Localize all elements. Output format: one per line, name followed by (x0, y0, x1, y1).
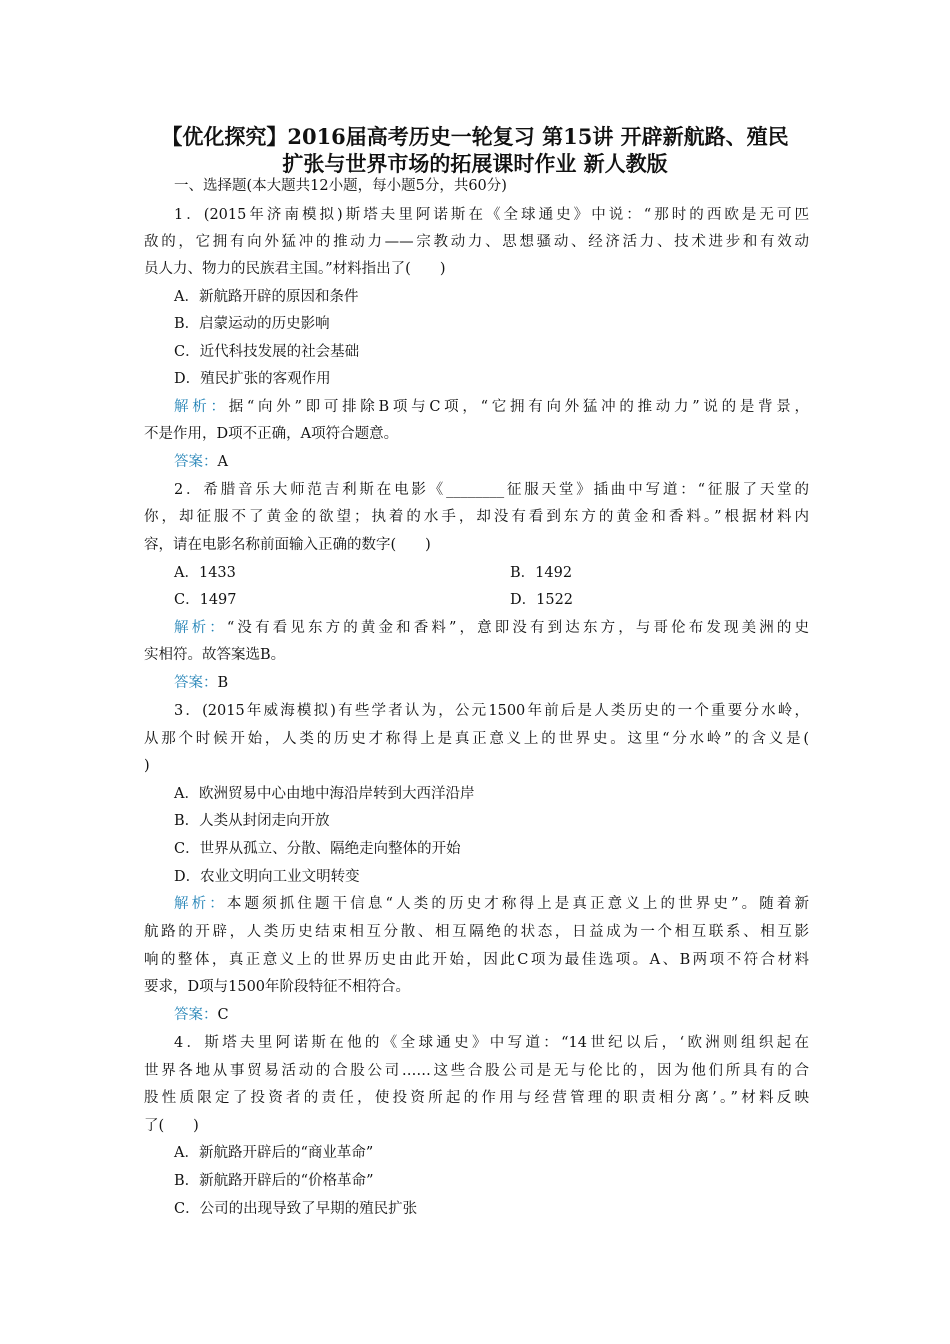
q4-option-a: A．新航路开辟后的“商业革命” (174, 1145, 374, 1161)
q4-stem-line: 股性质限定了投资者的责任，使投资所起的作用与经营管理的职责相分离’。”材料反映 (144, 1090, 809, 1106)
answer-label: 答案： (174, 1007, 218, 1023)
q1-stem-line: 1．(2015年济南模拟)斯塔夫里阿诺斯在《全球通史》中说：“那时的西欧是无可匹 (174, 207, 809, 223)
q2-option-b: B．1492 (510, 565, 573, 581)
q1-stem-line: 员人力、物力的民族君主国。”材料指出了( ) (144, 261, 446, 277)
q1-option-c: C．近代科技发展的社会基础 (174, 344, 360, 360)
q1-option-d: D．殖民扩张的客观作用 (174, 371, 331, 387)
section-heading: 一、选择题(本大题共12小题，每小题5分，共60分) (174, 178, 507, 194)
document-title-line-1: 【优化探究】2016届高考历史一轮复习 第15讲 开辟新航路、殖民 (161, 124, 789, 149)
analysis-text: 本题须抓住题干信息“人类的历史才称得上是真正意义上的世界史”。随着新 (226, 896, 809, 912)
q3-option-b: B．人类从封闭走向开放 (174, 813, 330, 829)
answer-value: C (217, 1007, 229, 1023)
answer-label: 答案： (174, 454, 218, 470)
q2-option-a: A．1433 (174, 565, 236, 581)
q2-option-c: C．1497 (174, 592, 237, 608)
q4-stem-line: 了( ) (144, 1118, 199, 1134)
analysis-label: 解析： (174, 620, 227, 636)
q2-stem-line: 2．希腊音乐大师范吉利斯在电影《________征服天堂》插曲中写道：“征服了天堂的 (174, 482, 809, 498)
q3-analysis-line: 航路的开辟，人类历史结束相互分散、相互隔绝的状态，日益成为一个相互联系、相互影 (144, 924, 809, 940)
q1-analysis-line: 不是作用，D项不正确，A项符合题意。 (144, 426, 399, 442)
q2-stem-line: 你，却征服不了黄金的欲望；执着的水手，却没有看到东方的黄金和香料。”根据材料内 (144, 509, 809, 525)
q2-analysis-line: 实相符。故答案选B。 (144, 647, 286, 663)
q3-analysis-line (174, 894, 809, 914)
answer-label: 答案： (174, 675, 218, 691)
q4-stem-line: 世界各地从事贸易活动的合股公司……这些合股公司是无与伦比的，因为他们所具有的合 (144, 1063, 809, 1079)
q3-stem-line: ) (144, 758, 150, 774)
answer-value: B (217, 675, 229, 691)
answer-value: A (217, 454, 228, 470)
analysis-text: 据“向外”即可排除B项与C项，“它拥有向外猛冲的推动力”说的是背景， (228, 399, 810, 415)
q1-analysis-line (174, 397, 809, 417)
q4-option-c: C．公司的出现导致了早期的殖民扩张 (174, 1201, 418, 1217)
q2-answer-line (174, 673, 809, 693)
q3-stem-line: 从那个时候开始，人类的历史才称得上是真正意义上的世界史。这里“分水岭”的含义是( (144, 731, 809, 747)
document-title-line-2: 扩张与世界市场的拓展课时作业 新人教版 (282, 151, 668, 176)
analysis-text: “没有看见东方的黄金和香料”，意即没有到达东方，与哥伦布发现美洲的史 (226, 620, 809, 636)
q1-stem-line: 敌的，它拥有向外猛冲的推动力——宗教动力、思想骚动、经济活力、技术进步和有效动 (144, 234, 809, 250)
q3-stem-line: 3．(2015年威海模拟)有些学者认为，公元1500年前后是人类历史的一个重要分水岭， (174, 703, 809, 719)
q2-options-row (174, 590, 809, 610)
q3-analysis-line: 要求，D项与1500年阶段特征不相符合。 (144, 979, 411, 995)
q3-answer-line (174, 1005, 809, 1025)
q1-answer-line (174, 452, 809, 472)
q3-option-a: A．欧洲贸易中心由地中海沿岸转到大西洋沿岸 (174, 786, 475, 802)
q2-option-d: D．1522 (510, 592, 574, 608)
analysis-label: 解析： (174, 399, 229, 415)
analysis-label: 解析： (174, 896, 227, 912)
q4-stem-line: 4．斯塔夫里阿诺斯在他的《全球通史》中写道：“14世纪以后，‘欧洲则组织起在 (174, 1035, 809, 1051)
q3-analysis-line: 响的整体，真正意义上的世界历史由此开始，因此C项为最佳选项。A、B两项不符合材料 (144, 952, 809, 968)
q2-analysis-line (174, 618, 809, 638)
q1-option-a: A．新航路开辟的原因和条件 (174, 289, 359, 305)
q2-stem-line: 容，请在电影名称前面输入正确的数字( ) (144, 537, 431, 553)
q3-option-d: D．农业文明向工业文明转变 (174, 869, 360, 885)
q3-option-c: C．世界从孤立、分散、隔绝走向整体的开始 (174, 841, 461, 857)
q2-options-row (174, 563, 809, 583)
q1-option-b: B．启蒙运动的历史影响 (174, 316, 330, 332)
q4-option-b: B．新航路开辟后的“价格革命” (174, 1173, 374, 1189)
